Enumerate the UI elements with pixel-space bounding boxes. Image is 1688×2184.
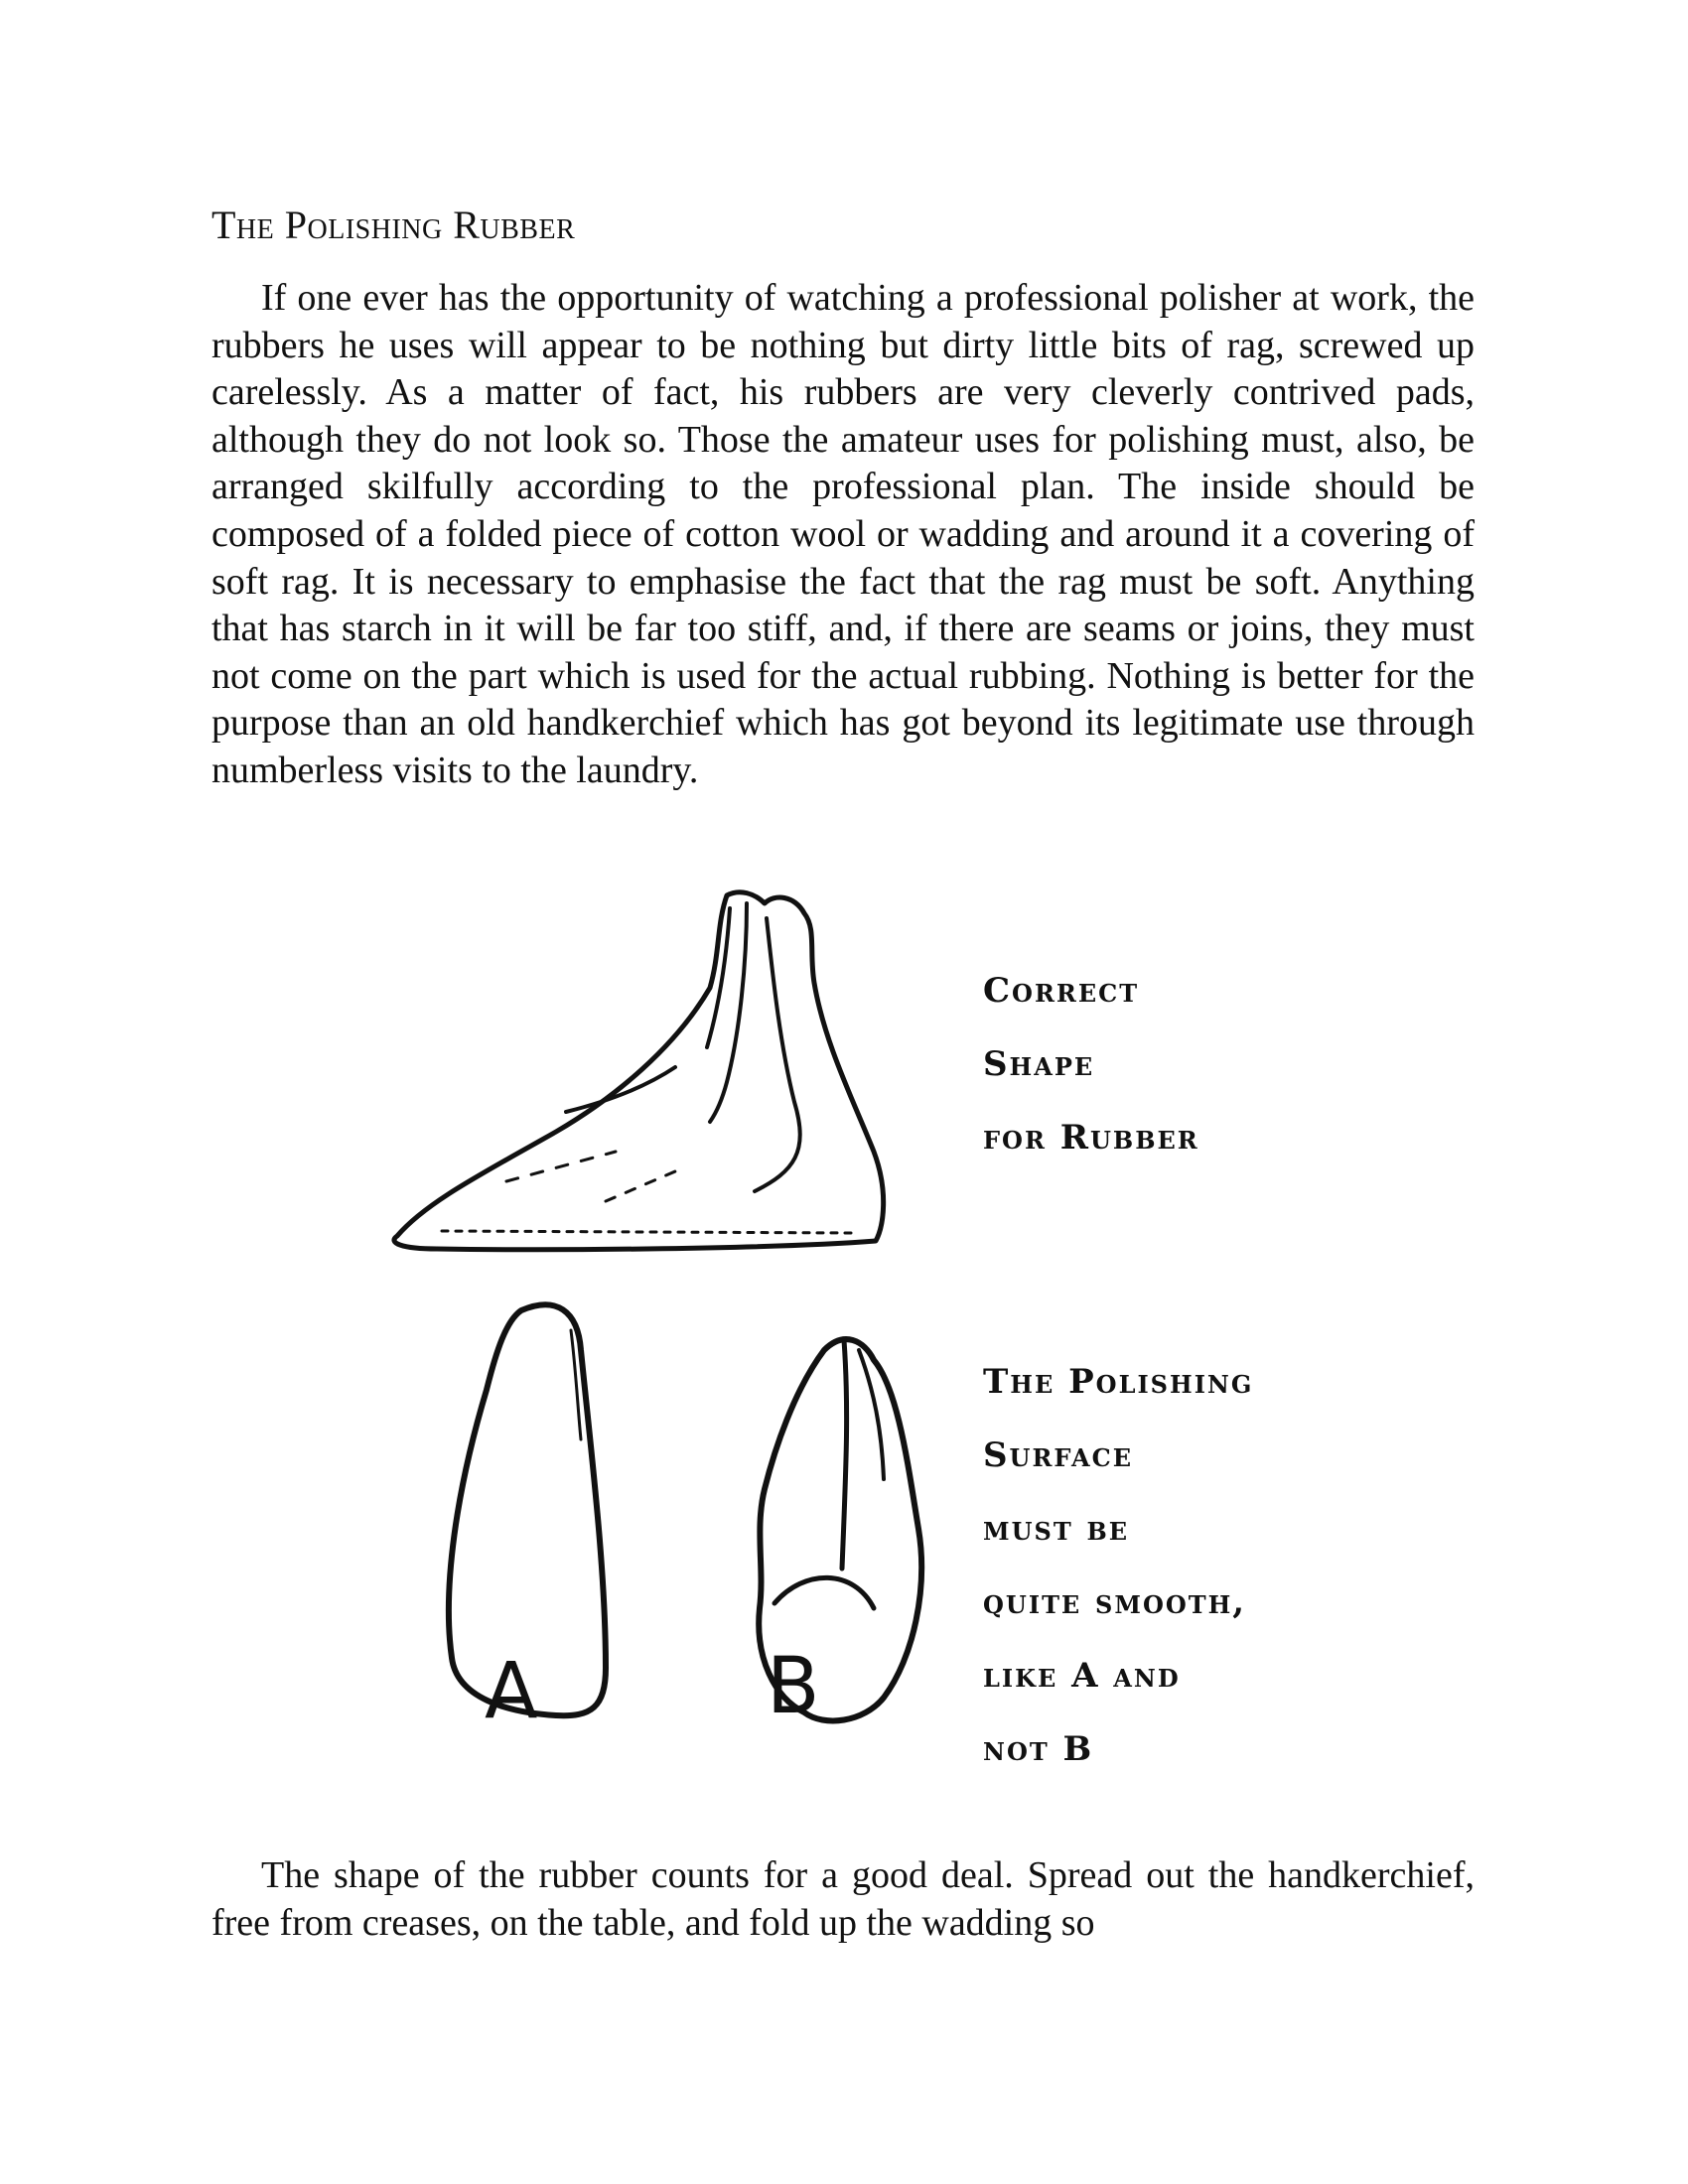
- body-paragraph-1: If one ever has the opportunity of watching a professional polisher at work, the rubbers he uses will appear to be nothing but dirty little bits of rag, screwed up carelessly. As a matter of fact, his rubbers are very cleverly contrived pads, although they do not look so. Those the amateur uses for polishing must, also, be arranged skilfully according to the professional plan. The inside should be composed of a folded piece of cotton wool or wadding and around it a covering of soft rag. It is necessary to emphasise the fact that the rag must be soft. Anything that has starch in it will be far too stiff, and, if there are seams or joins, they must not come on the part which is used for the actual rubbing. Nothing is better for the purpose than an old handkerchief which has got beyond its legitimate use through numberless visits to the laundry.: [211, 277, 1475, 791]
- section-heading: The Polishing Rubber: [211, 203, 576, 247]
- caption-bottom-line-4: quite smooth,: [983, 1582, 1247, 1622]
- caption-bottom-line-1: The Polishing: [983, 1362, 1254, 1402]
- caption-bottom-line-6: not B: [983, 1729, 1094, 1769]
- body-paragraph-2: The shape of the rubber counts for a good deal. Spread out the handkerchief, free from creases, on the table, and fold up the wadding so: [211, 1854, 1475, 1944]
- caption-top-line-2: Shape: [983, 1044, 1095, 1084]
- label-a: A: [485, 1647, 538, 1736]
- caption-top-line-3: for Rubber: [983, 1118, 1199, 1158]
- caption-bottom-line-3: must be: [983, 1509, 1130, 1549]
- caption-top-line-1: Correct: [983, 971, 1140, 1011]
- rubber-drawings: [357, 874, 1331, 1817]
- caption-bottom-line-2: Surface: [983, 1435, 1134, 1475]
- label-b: B: [767, 1642, 820, 1731]
- caption-bottom-line-5: like A and: [983, 1656, 1181, 1696]
- rubber-illustration: [357, 874, 1331, 1817]
- correct-rubber-outline: [394, 892, 884, 1250]
